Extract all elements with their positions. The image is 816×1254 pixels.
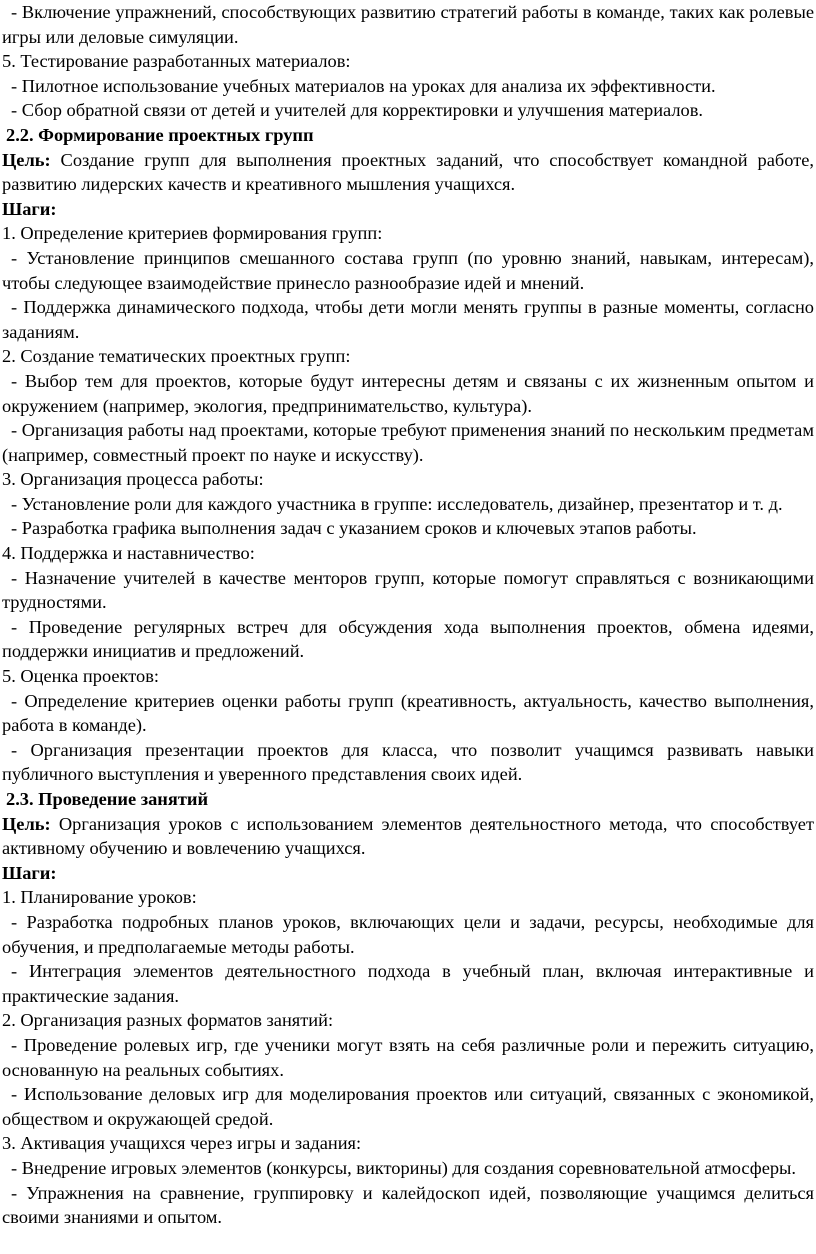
bullet-paragraph: - Использование деловых игр для моделирования проектов или ситуаций, связанных с экономикой, обществом и окружающей средой.: [2, 1084, 814, 1129]
section-heading: 2.2. Формирование проектных групп: [6, 124, 314, 145]
list-item: 1. Определение критериев формирования групп:: [2, 223, 383, 244]
list-item: 5. Тестирование разработанных материалов:: [2, 51, 351, 72]
goal-label: Цель:: [2, 149, 51, 170]
section-heading: 2.3. Проведение занятий: [6, 789, 209, 809]
bullet-paragraph: - Проведение ролевых игр, где ученики могут взять на себя различные роли и пережить ситуацию, основанную на реальных событиях.: [2, 1034, 814, 1080]
goal-text: Создание групп для выполнения проектных заданий, что способствует командной работе, развитию лидерских качеств и креативного мышления учащихся.: [2, 149, 814, 195]
bullet-paragraph: - Сбор обратной связи от детей и учителей для корректировки и улучшения материалов.: [11, 100, 704, 121]
steps-label: Шаги:: [2, 198, 57, 219]
goal-text: Организация уроков с использованием элементов деятельностного метода, что способствует активному обучению и вовлечению учащихся.: [2, 813, 814, 859]
bullet-paragraph: - Интеграция элементов деятельностного подхода в учебный план, включая интерактивные и практические задания.: [2, 961, 814, 1006]
bullet-paragraph: - Проведение регулярных встреч для обсуждения хода выполнения проектов, обмена идеями, поддержки инициатив и предложений.: [2, 616, 814, 662]
list-item: 5. Оценка проектов:: [2, 666, 160, 687]
bullet-paragraph: - Разработка подробных планов уроков, включающих цели и задачи, ресурсы, необходимые для обучения, и предполагаемые методы работы.: [2, 911, 814, 957]
bullet-paragraph: - Организация работы над проектами, которые требуют применения знаний по нескольким предметам (например, совместный проект по науке и искусству).: [2, 420, 814, 465]
list-item: 3. Организация процесса работы:: [2, 469, 264, 490]
bullet-paragraph: - Разработка графика выполнения задач с указанием сроков и ключевых этапов работы.: [11, 518, 697, 539]
list-item: 2. Организация разных форматов занятий:: [2, 1010, 334, 1031]
bullet-paragraph: - Организация презентации проектов для класса, что позволит учащимся развивать навыки публичного выступления и уверенного представления своих идей.: [2, 739, 814, 785]
bullet-paragraph: - Включение упражнений, способствующих развитию стратегий работы в команде, таких как ролевые игры или деловые симуляции.: [2, 2, 814, 47]
goal-paragraph: [2, 148, 814, 197]
steps-label: Шаги:: [2, 862, 57, 883]
bullet-paragraph: - Упражнения на сравнение, группировку и калейдоскоп идей, позволяющие учащимся делиться своими знаниями и опытом.: [2, 1182, 814, 1228]
bullet-paragraph: - Установление роли для каждого участника в группе: исследователь, дизайнер, презентатор и т. д.: [11, 493, 783, 514]
list-item: 4. Поддержка и наставничество:: [2, 543, 255, 564]
list-item: 2. Создание тематических проектных групп:: [2, 346, 351, 367]
list-item: 3. Активация учащихся через игры и задания:: [2, 1133, 362, 1154]
bullet-paragraph: - Пилотное использование учебных материалов на уроках для анализа их эффективности.: [11, 75, 716, 96]
bullet-paragraph: - Определение критериев оценки работы групп (креативность, актуальность, качество выполнения, работа в команде).: [2, 690, 814, 736]
bullet-paragraph: - Внедрение игровых элементов (конкурсы, викторины) для создания соревновательной атмосферы.: [11, 1157, 797, 1178]
bullet-paragraph: - Поддержка динамического подхода, чтобы дети могли менять группы в разные моменты, согласно заданиям.: [2, 297, 814, 342]
goal-label: Цель:: [2, 813, 51, 834]
bullet-paragraph: - Назначение учителей в качестве менторов групп, которые помогут справляться с возникающими трудностями.: [2, 567, 814, 613]
bullet-paragraph: - Выбор тем для проектов, которые будут интересны детям и связаны с их жизненным опытом и окружением (например, экология, предпринимательство, культура).: [2, 370, 814, 416]
list-item: 1. Планирование уроков:: [2, 887, 197, 908]
bullet-paragraph: - Установление принципов смешанного состава групп (по уровню знаний, навыкам, интересам), чтобы следующее взаимодействие принесло разнообразие идей и мнений.: [2, 247, 814, 293]
goal-paragraph: [2, 812, 814, 861]
